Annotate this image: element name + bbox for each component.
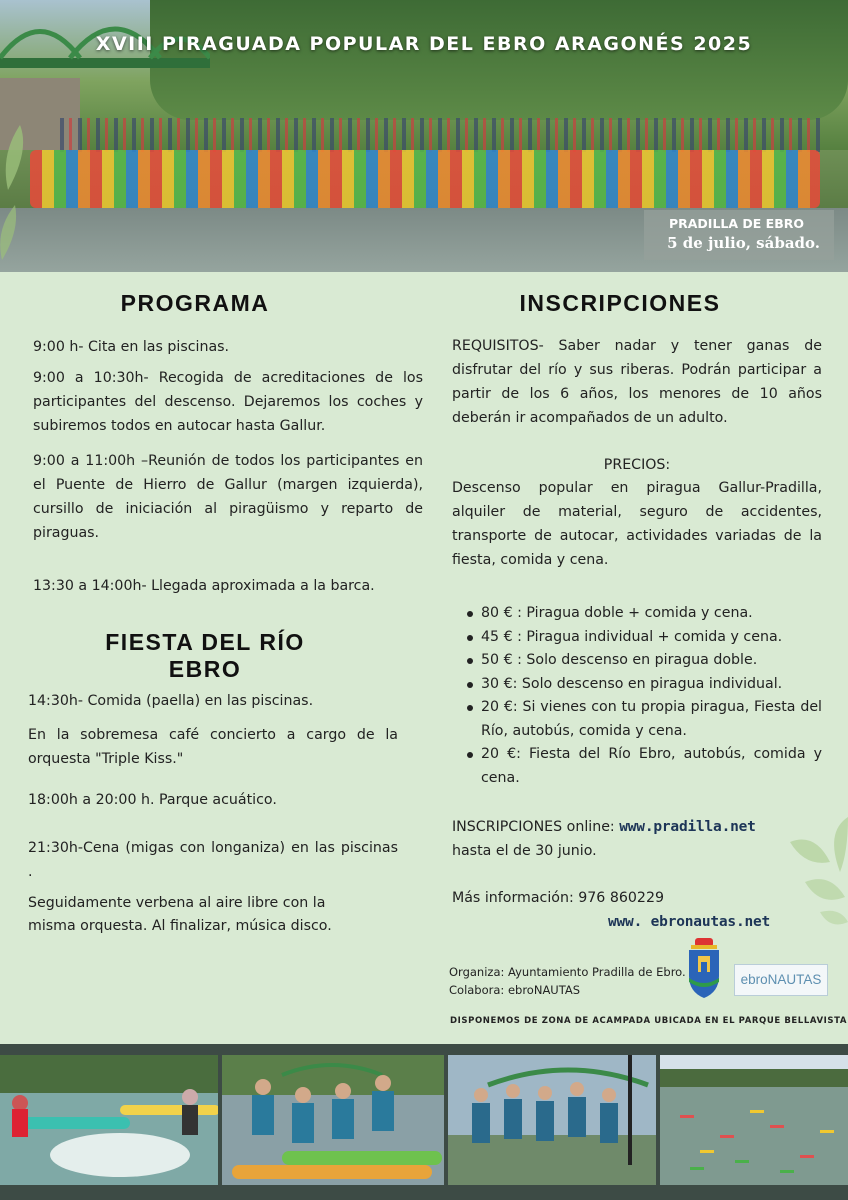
leaf-left-icon [0, 120, 30, 270]
crowd [60, 118, 820, 152]
colabora-text: Colabora: ebroNAUTAS [449, 983, 581, 997]
online-label: INSCRIPCIONES online: [452, 819, 620, 835]
trees [150, 0, 848, 120]
ebronautas-logo: ebroNAUTAS [734, 964, 828, 996]
organizers [449, 963, 686, 999]
photo-kayakers-splashing [0, 1055, 218, 1185]
price-item: 50 € : Solo descenso en piragua doble. [466, 649, 822, 673]
fiesta-item: 14:30h- Comida (paella) en las piscinas. [28, 693, 314, 709]
price-item: 30 €: Solo descenso en piragua individual. [466, 673, 822, 697]
event-place: PRADILLA DE EBRO [668, 216, 804, 231]
inscripciones-heading: INSCRIPCIONES [519, 290, 721, 316]
programa-item: 9:00 a 11:00h –Reunión de todos los participantes en el Puente de Hierro de Gallur (margen izquierda), cursillo de iniciación al piragüismo y reparto de piraguas. [33, 453, 423, 541]
fiesta-item: En la sobremesa café concierto a cargo de la orquesta "Triple Kiss." [28, 727, 398, 767]
programa-item: 13:30 a 14:00h- Llegada aproximada a la barca. [33, 578, 375, 594]
precios-description: Descenso popular en piragua Gallur-Pradilla, alquiler de material, seguro de accidentes, transporte de autocar, actividades variadas de la fiesta, comida y cena. [452, 480, 822, 568]
price-item: 20 €: Fiesta del Río Ebro, autobús, comida y cena. [466, 743, 822, 790]
organiza-text: Organiza: Ayuntamiento Pradilla de Ebro. [449, 965, 686, 979]
event-title: XVIII PIRAGUADA POPULAR DEL EBRO ARAGONÉS 2025 [95, 33, 753, 55]
photo-team-paddles [448, 1055, 656, 1185]
programa-heading: PROGRAMA [120, 290, 270, 316]
requisitos-text: REQUISITOS- Saber nadar y tener ganas de disfrutar del río y sus riberas. Podrán participar a partir de los 6 años, los menores de 10 años deberán ir acompañados de un adulto. [452, 338, 822, 426]
photo-group-kayaks [222, 1055, 444, 1185]
ebronautas-link[interactable]: www. ebronautas.net [608, 914, 771, 930]
price-item: 45 € : Piragua individual + comida y cena. [466, 626, 822, 650]
pradilla-link[interactable]: www.pradilla.net [619, 819, 756, 835]
fiesta-item: 21:30h-Cena (migas con longaniza) en las piscinas . [28, 840, 398, 880]
fiesta-item: 18:00h a 20:00 h. Parque acuático. [28, 792, 277, 808]
more-info-phone: Más información: 976 860229 [452, 890, 664, 906]
online-registration [452, 815, 832, 839]
date-box [644, 210, 834, 260]
programa-item: 9:00 a 10:30h- Recogida de acreditaciones de los participantes del descenso. Dejaremos los coches y subiremos todos en autocar hasta Gallur. [33, 370, 423, 434]
price-item: 20 €: Si vienes con tu propia piragua, Fiesta del Río, autobús, comida y cena. [466, 696, 822, 743]
precios-heading: PRECIOS: [603, 457, 671, 473]
registration-deadline: hasta el de 30 junio. [452, 843, 597, 859]
coat-of-arms-icon [686, 938, 722, 998]
event-date: 5 de julio, sábado. [667, 234, 820, 252]
fiesta-item: misma orquesta. Al finalizar, música disco. [28, 918, 332, 934]
camping-notice: DISPONEMOS DE ZONA DE ACAMPADA UBICADA EN EL PARQUE BELLAVISTA [450, 1016, 848, 1026]
fiesta-heading: FIESTA DEL RÍO EBRO [105, 629, 305, 682]
fiesta-item: Seguidamente verbena al aire libre con la [28, 895, 326, 911]
programa-item: 9:00 h- Cita en las piscinas. [33, 339, 230, 355]
price-item: 80 € : Piragua doble + comida y cena. [466, 602, 822, 626]
header-photo [0, 0, 848, 272]
kayaks [30, 150, 820, 208]
price-list [466, 602, 822, 790]
photo-river-kayaks [660, 1055, 848, 1185]
